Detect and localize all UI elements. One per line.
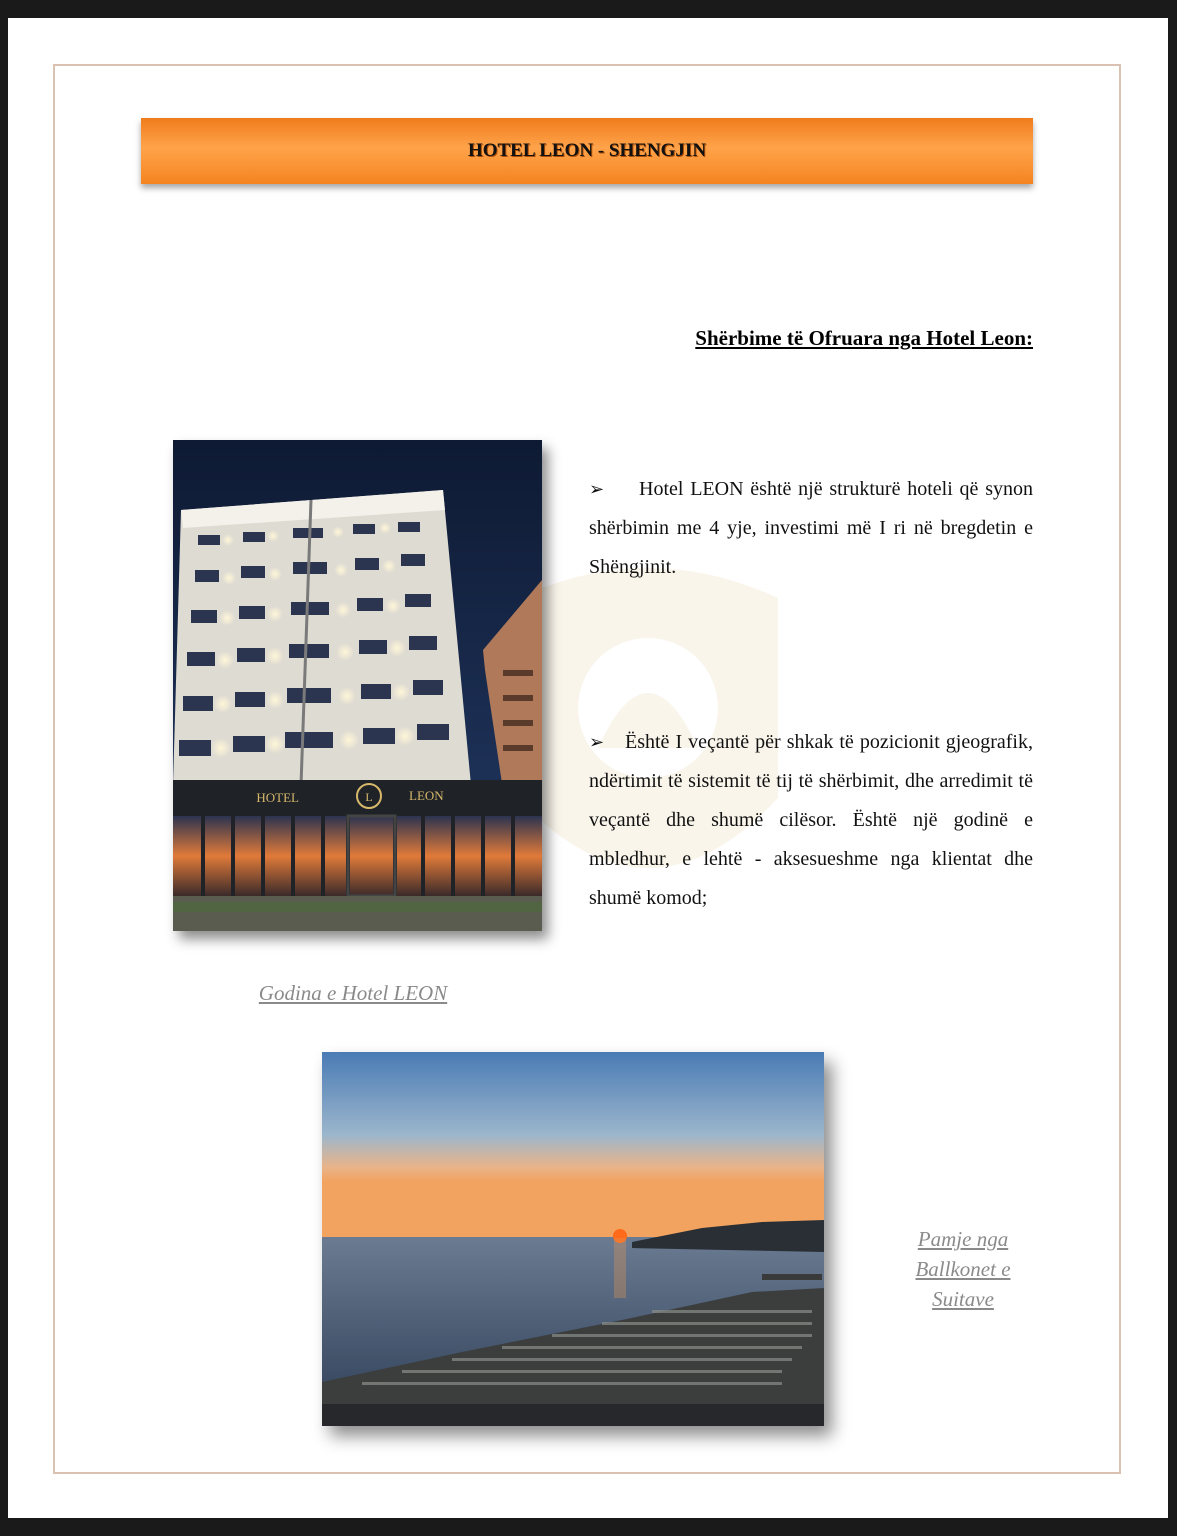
document-title: HOTEL LEON - SHENGJIN <box>467 140 707 161</box>
hotel-building-photo <box>173 440 542 931</box>
bullet-arrow-icon: ➢ <box>589 732 605 752</box>
hotel-sign-logo: L <box>365 790 373 804</box>
paragraph-1 <box>589 470 1033 587</box>
hotel-sign-right: LEON <box>409 788 444 803</box>
sea-sunset-photo <box>322 1052 824 1426</box>
paragraph-2 <box>589 723 1033 918</box>
caption-hotel-building: Godina e Hotel LEON <box>258 981 448 1005</box>
bullet-arrow-icon: ➢ <box>589 479 605 499</box>
hotel-sign-left: HOTEL <box>256 790 299 805</box>
caption-sea-view: Pamje nga Ballkonet e Suitave <box>915 1227 1011 1311</box>
title-banner <box>141 118 1033 184</box>
section-heading: Shërbime të Ofruara nga Hotel Leon: <box>695 326 1033 350</box>
paragraph-2-text: Është I veçantë për shkak të pozicionit gjeografik, ndërtimit të sistemit të tij të shërbimit, dhe arredimit të veçantë dhe shumë cilësor. Është një godinë e mbledhur, e lehtë - aksesueshme nga klientat dhe shumë komod; <box>589 731 1033 909</box>
document-page <box>8 18 1168 1518</box>
paragraph-1-text: Hotel LEON është një strukturë hoteli që synon shërbimin me 4 yje, investimi më I ri në bregdetin e Shëngjinit. <box>589 478 1033 578</box>
